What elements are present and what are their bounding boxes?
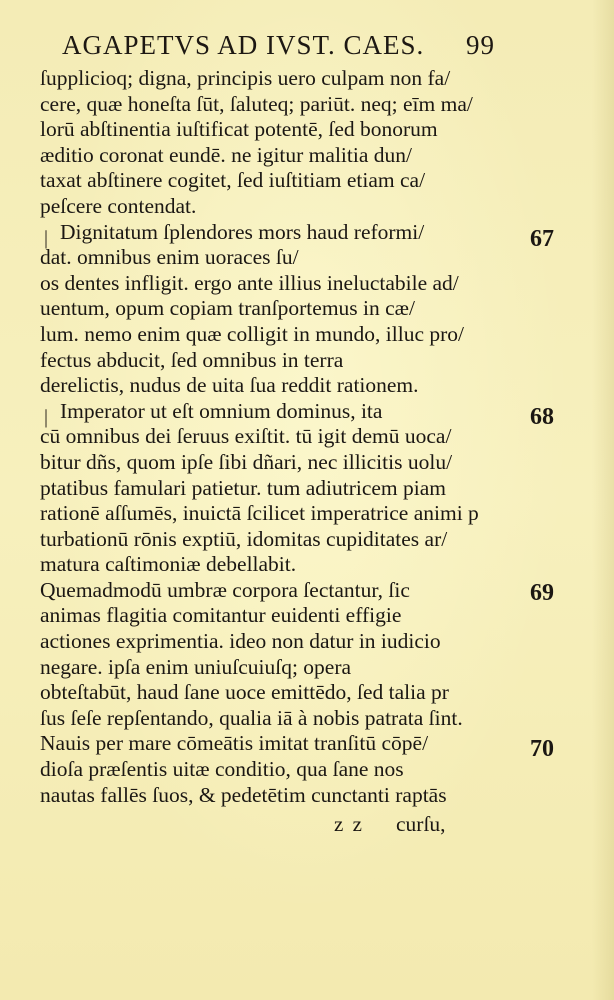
text-line: cere, quæ honeſta ſūt, ſaluteq; pariūt. neq; eīm ma/: [40, 91, 473, 116]
section-number: 70: [530, 736, 554, 762]
text-line: negare. ipſa enim uniuſcuiuſq; opera: [40, 654, 352, 679]
section-number: 68: [530, 404, 554, 430]
text-line: rationē aſſumēs, inuictā ſcilicet imperatrice animi p: [40, 501, 479, 526]
folio-number: 99: [466, 30, 495, 60]
text-line: Quemadmodū umbræ corpora ſectantur, ſic: [40, 577, 410, 602]
text-line: lorū abſtinentia iuſtificat potentē, ſed bonorum: [40, 117, 438, 142]
text-line: cū omnibus dei ſeruus exiſtit. tū igit demū uoca/: [40, 424, 452, 449]
text-line: derelictis, nudus de uita ſua reddit rationem.: [40, 373, 419, 398]
text-line: taxat abſtinere cogitet, ſed iuſtitiam etiam ca/: [40, 168, 426, 193]
text-line: nautas fallēs ſuos, & pedetētim cunctanti raptās: [40, 782, 447, 807]
text-line: Dignitatum ſplendores mors haud reformi/: [60, 219, 425, 244]
running-title: AGAPETVS AD IVST. CAES.: [62, 30, 425, 60]
text-line: bitur dñs, quom ipſe ſibi dñari, nec illicitis uolu/: [40, 449, 453, 474]
text-line: obteſtabūt, haud ſane uoce emittēdo, ſed talia pr: [40, 680, 449, 705]
paragraph-marker: |: [44, 406, 49, 428]
text-line: animas flagitia comitantur euidenti effigie: [40, 603, 402, 628]
signature-mark: z z: [334, 812, 364, 836]
section-number: 69: [530, 580, 554, 606]
text-line: actiones exprimentia. ideo non datur in iudicio: [40, 629, 441, 654]
text-line: ptatibus famulari patietur. tum adiutricem piam: [40, 475, 447, 500]
page-edge-shadow: [592, 0, 614, 1000]
text-line: dat. omnibus enim uoraces ſu/: [40, 245, 299, 270]
section-number: 67: [530, 226, 554, 252]
paragraph-marker: |: [44, 227, 49, 249]
text-line: Nauis per mare cōmeātis imitat tranſitū cōpē/: [40, 731, 429, 756]
text-line: ſus ſeſe repſentando, qualia iā à nobis patrata ſint.: [40, 705, 463, 730]
running-header: [62, 30, 522, 61]
text-line: ſupplicioq; digna, principis uero culpam non fa/: [40, 66, 451, 90]
text-line: uentum, opum copiam tranſportemus in cæ/: [40, 296, 415, 321]
text-line: fectus abducit, ſed omnibus in terra: [40, 347, 344, 372]
text-line: peſcere contendat.: [40, 193, 197, 218]
text-line: Imperator ut eſt omnium dominus, ita: [60, 398, 383, 423]
text-line: æditio coronat eundē. ne igitur malitia dun/: [40, 142, 412, 167]
text-line: dioſa præſentis uitæ conditio, qua ſane nos: [40, 757, 404, 782]
text-line: turbationū rōnis exptiū, idomitas cupiditates ar/: [40, 526, 448, 551]
text-line: matura caſtimoniæ debellabit.: [40, 552, 297, 577]
text-line: os dentes infligit. ergo ante illius ineluctabile ad/: [40, 270, 459, 295]
body-text: [40, 66, 510, 808]
catchword: curſu,: [396, 812, 446, 836]
text-line: lum. nemo enim quæ colligit in mundo, illuc pro/: [40, 321, 464, 346]
